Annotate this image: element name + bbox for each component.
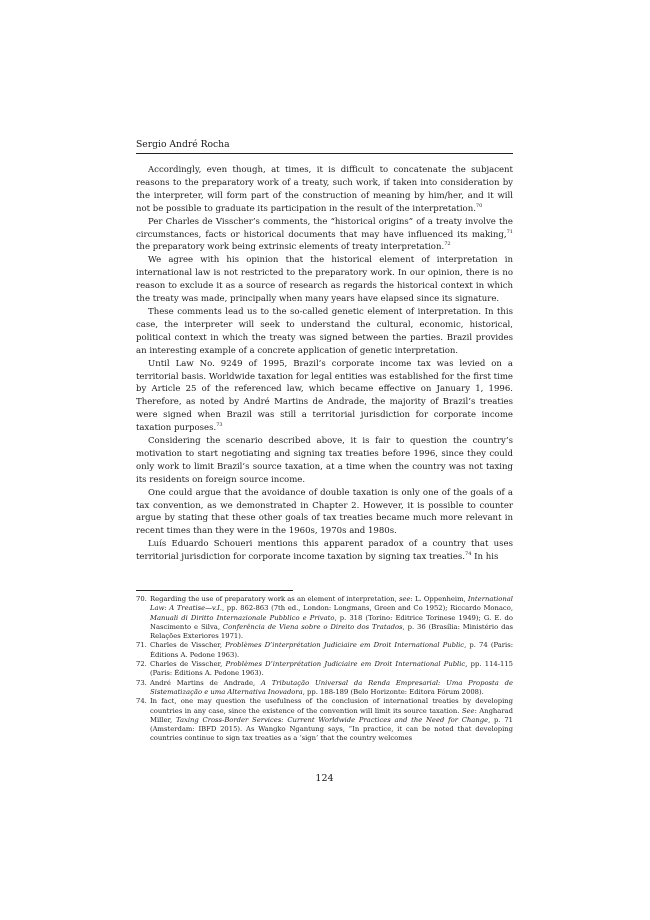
footnote-74 (136, 697, 513, 743)
footnote-ref-73[interactable]: 73 (216, 422, 223, 429)
footnote-text: Charles de Visscher, Problèmes D’interprétation Judiciaire em Droit International Public, pp. 114-115 (Paris: Éditions A. Pedone 1963). (150, 660, 513, 678)
footnote-70 (136, 595, 513, 641)
footnote-separator (136, 590, 293, 591)
footnote-number: 70. (136, 595, 147, 603)
running-header (136, 139, 513, 154)
footnote-text: Charles de Visscher, Problèmes D’interprétation Judiciaire em Droit International Public, p. 74 (Paris: Éditions A. Pedone 1963). (150, 641, 513, 659)
footnote-ref-74[interactable]: 74 (465, 551, 472, 558)
footnote-ref-70[interactable]: 70 (475, 202, 483, 209)
paragraph-6: Considering the scenario described above, it is fair to question the country’s motivation to start negotiating and signing tax treaties before 1996, since they could only work to limit Brazil’s source taxation, at a time when the country was not taxing its residents on foreign source income. (136, 436, 513, 485)
paragraph-8: Luís Eduardo Schoueri mentions this apparent paradox of a country that uses territorial jurisdiction for corporate income taxation by signing tax treaties.$^{74}$ In his (136, 539, 513, 563)
footnote-number: 71. (136, 641, 147, 650)
paragraph-3: We agree with his opinion that the historical element of interpretation in international law is not restricted to the preparatory work. In our opinion, there is no reason to exclude it as a source of research as regards the historical context in which the treaty was made, principally when many years have elapsed since its signature. (136, 255, 513, 305)
footnote-72 (136, 660, 513, 679)
footnote-text: In fact, one may question the usefulness of the conclusion of international treaties by developing countries in any case, since the existence of the convention will limit its source taxation. See: Angharad Miller, Taxing Cross-Border Services: Current Worldwide Practices and the Need for Change, p. 71 (Amsterdam: IBFD 2015). As Wangko Ngantung says, “In practice, it can be noted that developing countries continue to sign tax treaties as a ‘sign’ that the country welcomes (150, 697, 513, 743)
footnote-71 (136, 641, 513, 660)
paragraph-1: Accordingly, even though, at times, it is difficult to concatenate the subjacent reasons to the preparatory work of a treaty, such work, if taken into consideration by the interpreter, will form part of the construction of meaning by him/her, and it will not be possible to graduate its participation in the result of the interpretation.$^{70}$ (136, 165, 513, 214)
paragraph-2: Per Charles de Visscher’s comments, the “historical origins” of a treaty involve the circumstances, facts or historical documents that may have influenced its making,$^{71}$ the preparatory work being extrinsic elements of treaty interpretation.$^{72}$ (136, 216, 513, 253)
book-page (136, 0, 513, 920)
body-text (136, 164, 513, 564)
footnote-text: Regarding the use of preparatory work as an element of interpretation, see: L. Oppenheim, International Law: A Treatise—v.I., pp. 862-863 (7th ed., London: Longmans, Green and Co 1952); Riccardo Monaco, Manuali di Diritto Internazionale Pubblico e Privato, p. 318 (Torino: Editrice Torinese 1949); G. E. do Nascimento e Silva, Conferência de Viena sobre o Direito dos Tratados, p. 36 (Brasília: Ministério das Relações Exteriores 1971). (150, 595, 513, 641)
footnote-ref-71[interactable]: 71 (506, 228, 513, 235)
footnote-number: 74. (136, 697, 147, 706)
footnote-ref-72[interactable]: 72 (444, 241, 451, 248)
footnote-number: 72. (136, 660, 147, 669)
paragraph-4: These comments lead us to the so-called genetic element of interpretation. In this case, the interpreter will seek to understand the cultural, economic, historical, political context in which the treaty was signed between the parties. Brazil provides an interesting example of a concrete application of genetic interpretation. (136, 306, 513, 356)
footnotes (136, 595, 513, 744)
footnote-73 (136, 679, 513, 698)
paragraph-7: One could argue that the avoidance of double taxation is only one of the goals of a tax convention, as we demonstrated in Chapter 2. However, it is possible to counter argue by stating that these other goals of tax treaties became much more relevant in recent times than they were in the 1960s, 1970s and 1980s. (136, 487, 513, 537)
page-number: 124 (315, 773, 334, 784)
header-author: Sergio André Rocha (136, 139, 230, 150)
footnote-text: André Martins de Andrade, A Tributação Universal da Renda Empresarial: Uma Proposta de Sistematização e uma Alternativa Inovadora, pp. 188-189 (Belo Horizonte: Editora Fórum 2008). (150, 678, 513, 696)
footnote-number: 73. (136, 678, 147, 687)
paragraph-5: Until Law No. 9249 of 1995, Brazil’s corporate income tax was levied on a territorial basis. Worldwide taxation for legal entities was established for the first time by Article 25 of the referenced law, which became effective on January 1, 1996. Therefore, as noted by André Martins de Andrade, the majority of Brazil’s treaties were signed when Brazil was still a territorial jurisdiction for corporate income taxation purposes.$^{73}$ (136, 358, 513, 434)
